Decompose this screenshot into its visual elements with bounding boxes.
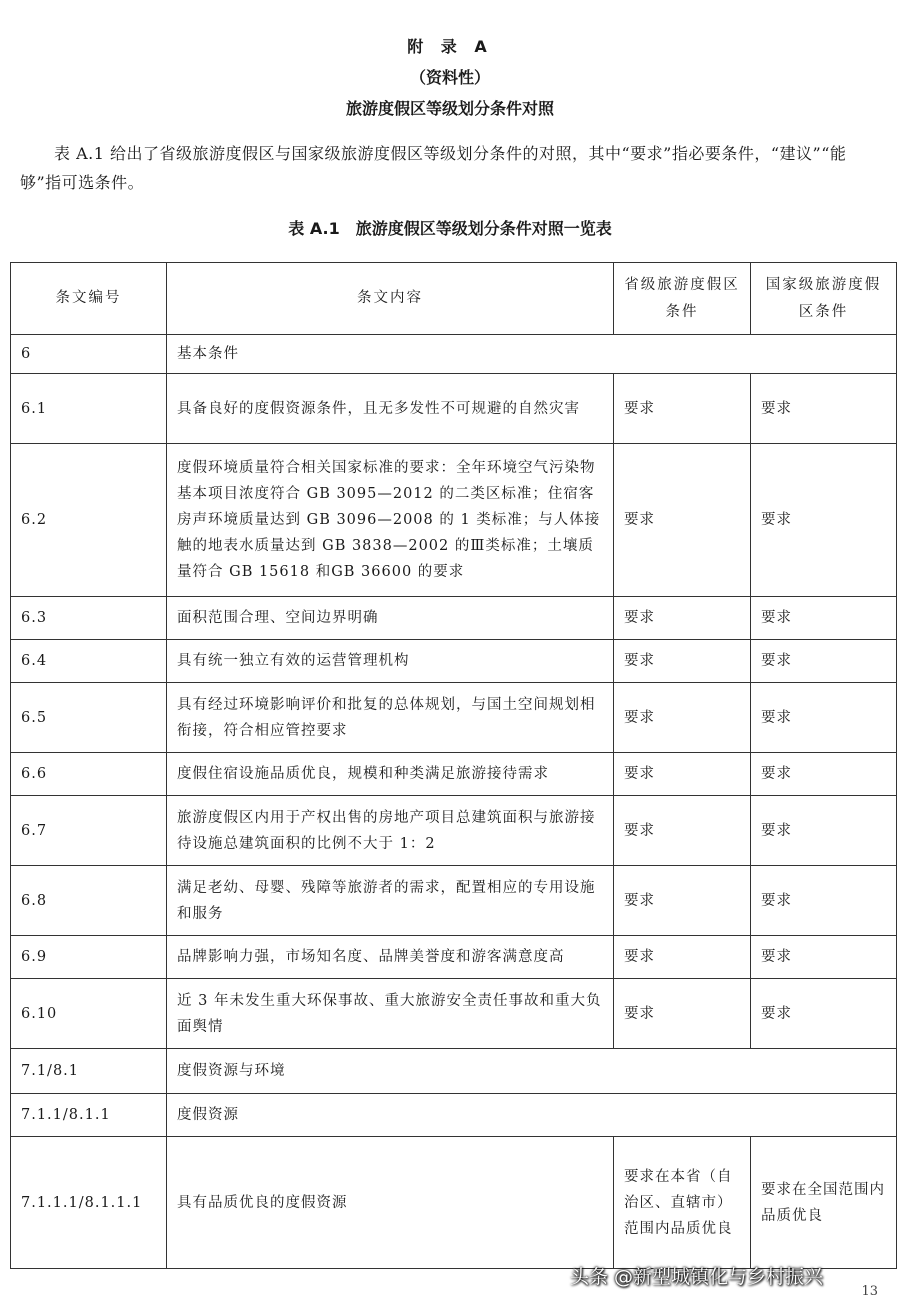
page-number: 13 [861, 1284, 878, 1299]
clause-id: 6.2 [11, 444, 167, 597]
clause-content: 品牌影响力强，市场知名度、品牌美誉度和游客满意度高 [167, 936, 614, 979]
national-condition: 要求 [751, 936, 897, 979]
clause-id: 6.1 [11, 374, 167, 444]
provincial-condition: 要求 [614, 753, 751, 796]
table-row [11, 1094, 897, 1137]
provincial-condition: 要求 [614, 444, 751, 597]
provincial-condition: 要求在本省（自治区、直辖市）范围内品质优良 [614, 1137, 751, 1269]
provincial-condition: 要求 [614, 866, 751, 936]
clause-id: 6.4 [11, 640, 167, 683]
header-clause-content: 条文内容 [167, 263, 614, 335]
provincial-condition: 要求 [614, 683, 751, 753]
clause-id: 7.1.1.1/8.1.1.1 [11, 1137, 167, 1269]
header-national: 国家级旅游度假区条件 [751, 263, 897, 335]
clause-content: 度假住宿设施品质优良，规模和种类满足旅游接待需求 [167, 753, 614, 796]
table-row [11, 1137, 897, 1269]
clause-content: 度假环境质量符合相关国家标准的要求：全年环境空气污染物基本项目浓度符合 GB 3095—2012 的二类区标准；住宿客房声环境质量达到 GB 3096—2008 的 1 类标准；与人体接触的地表水质量达到 GB 3838—2002 的Ⅲ类标准；土壤质量符合 GB 15618 和GB 36600 的要求 [167, 444, 614, 597]
table-row [11, 444, 897, 597]
clause-content: 具有品质优良的度假资源 [167, 1137, 614, 1269]
provincial-condition: 要求 [614, 374, 751, 444]
clause-id: 6 [11, 335, 167, 374]
table-row [11, 374, 897, 444]
national-condition: 要求 [751, 753, 897, 796]
national-condition: 要求 [751, 444, 897, 597]
appendix-nature: （资料性） [409, 68, 490, 87]
table-header-row [11, 263, 897, 335]
table-row [11, 640, 897, 683]
clause-content: 具有统一独立有效的运营管理机构 [167, 640, 614, 683]
appendix-name: 旅游度假区等级划分条件对照 [345, 99, 554, 118]
clause-id: 6.7 [11, 796, 167, 866]
provincial-condition: 要求 [614, 796, 751, 866]
clause-content: 旅游度假区内用于产权出售的房地产项目总建筑面积与旅游接待设施总建筑面积的比例不大于 1：2 [167, 796, 614, 866]
table-row [11, 866, 897, 936]
clause-id: 7.1/8.1 [11, 1049, 167, 1094]
table-row [11, 753, 897, 796]
clause-content: 度假资源 [167, 1094, 897, 1137]
provincial-condition: 要求 [614, 936, 751, 979]
national-condition: 要求 [751, 683, 897, 753]
intro-paragraph: 表 A.1 给出了省级旅游度假区与国家级旅游度假区等级划分条件的对照，其中“要求”指必要条件，“建议”“能够”指可选条件。 [20, 144, 847, 192]
clause-id: 6.9 [11, 936, 167, 979]
provincial-condition: 要求 [614, 640, 751, 683]
clause-content: 度假资源与环境 [167, 1049, 897, 1094]
table-row [11, 335, 897, 374]
provincial-condition: 要求 [614, 979, 751, 1049]
national-condition: 要求 [751, 374, 897, 444]
national-condition: 要求 [751, 796, 897, 866]
appendix-title: 附 录 A [407, 37, 493, 56]
watermark: 头条 @新型城镇化与乡村振兴 [570, 1266, 824, 1288]
clause-content: 近 3 年未发生重大环保事故、重大旅游安全责任事故和重大负面舆情 [167, 979, 614, 1049]
clause-id: 6.3 [11, 597, 167, 640]
clause-id: 6.5 [11, 683, 167, 753]
provincial-condition: 要求 [614, 597, 751, 640]
table-row [11, 597, 897, 640]
table-row [11, 796, 897, 866]
table-row [11, 1049, 897, 1094]
national-condition: 要求 [751, 866, 897, 936]
header-provincial: 省级旅游度假区条件 [614, 263, 751, 335]
clause-id: 6.8 [11, 866, 167, 936]
table-row [11, 979, 897, 1049]
national-condition: 要求 [751, 979, 897, 1049]
clause-content: 面积范围合理、空间边界明确 [167, 597, 614, 640]
clause-content: 具备良好的度假资源条件，且无多发性不可规避的自然灾害 [167, 374, 614, 444]
clause-id: 6.6 [11, 753, 167, 796]
national-condition: 要求 [751, 597, 897, 640]
national-condition: 要求 [751, 640, 897, 683]
header-clause-no: 条文编号 [11, 263, 167, 335]
table-row [11, 683, 897, 753]
clause-id: 6.10 [11, 979, 167, 1049]
table-caption: 表 A.1 旅游度假区等级划分条件对照一览表 [288, 219, 612, 238]
clause-content: 具有经过环境影响评价和批复的总体规划，与国土空间规划相衔接，符合相应管控要求 [167, 683, 614, 753]
clause-content: 基本条件 [167, 335, 897, 374]
table-row [11, 936, 897, 979]
clause-id: 7.1.1/8.1.1 [11, 1094, 167, 1137]
national-condition: 要求在全国范围内品质优良 [751, 1137, 897, 1269]
clause-content: 满足老幼、母婴、残障等旅游者的需求，配置相应的专用设施和服务 [167, 866, 614, 936]
conditions-table [10, 262, 897, 1269]
